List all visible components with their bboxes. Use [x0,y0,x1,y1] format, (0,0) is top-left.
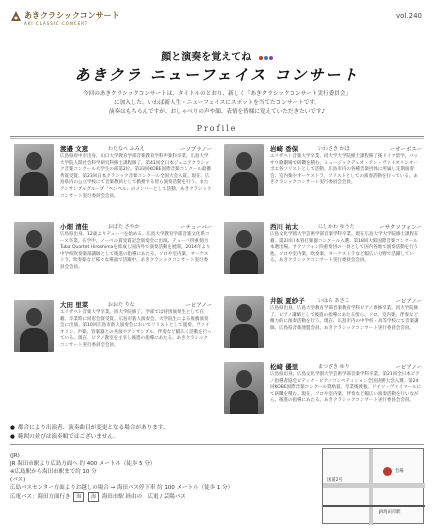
map-road [323,483,425,488]
performer-photo [14,222,54,274]
performer-name: 小畑 清佳 [60,223,89,231]
brand-logo-icon [10,10,22,22]
concert-subtitle [0,48,434,63]
concert-title: あきクラ ニューフェイス コンサート [74,66,360,84]
subtitle-text: 顔と演奏を覚えてね [161,52,252,63]
performer-card [14,300,214,364]
performer-name-row [270,296,422,306]
profile-divider-thin [10,138,424,139]
performer-card [224,362,424,422]
performer-card [14,222,214,286]
access-map [322,448,424,524]
performer-name: 岩崎 香保 [270,145,299,153]
performer-bio: 広島文化学園大学芸術学部音楽学科卒業。現在広島大学大学院修士課程在籍。第2回日本管打楽器コンクール入選、第18回大阪国際音楽コンクール本選出場。サクソフォン四重奏団の一員として国内各地で演奏活動を行う他、ソロや室内楽、吹奏楽、オーケストラなど幅広い分野で活躍している。あきクラシックコンサート実行委員会会員。 [270,232,419,264]
performer-name: 西川 祐太 [270,223,299,231]
map-road [369,449,373,525]
access-jr-note: ※広島駅から海田市駅まで約 10 分 [10,469,97,475]
performer-kana: まつざき ゆり [318,364,350,370]
access-bus-text: 広島バスセンター方面よりお越しの場合 → 海田バス停下車 約 100 メートル（徒歩 1 分） [10,485,234,491]
intro-line: に加入した、いわば新人生・ニューフェイスにスポットを当てたコンサートです。 [114,100,320,106]
volume-number: vol.240 [396,12,422,20]
performer-name: 井阪 夏紗子 [270,297,305,305]
performer-bio: 広島県出身。12歳よりテューバを始める。広島大学教育学部音楽文化系コース卒業。在学中、ノーベル賞受賞記念演奏会に出演。テューバ四重奏団Tuba Quartet Hiroshimaを結成し国内外で演奏活動を展開。2014年より中学校吹奏楽部講師として後進の指導にあたる。ソロや室内楽、オーケストラ、吹奏楽など様々な場面で活躍中。あきクラシックコンサート実行委員会会員。 [60,232,211,270]
performer-photo [224,144,264,196]
venue-pin-icon [383,467,392,476]
intro-line: 演奏はもちろんですが、おしゃべりの声や顔、表情を皆様に覚えていただきたいです♪ [108,109,326,115]
bus-route-prefix: 広電バス：海田方面行き [10,494,71,500]
header [10,6,424,40]
note-text: 範囲の並びは演奏順ではございません。 [17,434,119,440]
performer-name: 大田 里菜 [60,301,89,309]
bullet-icon: ● [10,425,15,431]
performer-photo [224,296,264,348]
performer-role: ーピアノー [395,365,422,371]
performer-bio: エリザベト音楽大学卒業。同大学院修了。学部では特別演奏生として在籍。卒業時に同窓会賞受賞。広島市新人演奏会、大学院生による推薦演奏会に出演。第10回広島市新人演奏会においてソリストとして演奏。ヴァイオリン、声楽、管楽器との共演やアンサンブル、伴奏など幅広く活動を行っている。現在、ピアノ教室を主宰し後進の指導にあたる。あきクラシックコンサート実行委員会会員。 [60,310,212,348]
intro-line: 今回のあきクラシックコンサートは、タイトルのとおり、新しく「あきクラシックコンサート実行委員会」 [83,91,351,97]
performer-role: ーオーボエー [389,147,422,153]
performer-name-row [270,222,422,232]
performer-bio: 広島県府中市出身。山口大学教育学部音楽教育学科声楽科卒業。広島大学大学院人間社会科学研究科修士課程修了。第41回全日本ジュニアクラシック音楽コンクール大学生の部第2位。第33回KOBE国際音楽コンクール最優秀賞受賞、第23回日本クラシック音楽コンクール全国大会入賞。現在、広島県内の公立学校にて音楽教員として勤務する傍ら演奏活動を行う。またアンサンブルグループ「ペンペル」のメンバーとして活動。あきクラシックコンサート実行委員会会員。 [60,154,212,199]
performer-role: ーサクソフォンー [379,225,422,231]
brand-subtitle: AKI CLASSIC CONCERT [24,21,89,26]
performer-name: 松﨑 優里 [270,363,299,371]
performer-card [224,296,424,356]
decorative-dots-icon [258,52,273,63]
performer-photo [14,300,54,352]
performer-role: ーソプラノー [180,147,212,153]
performer-name-row [270,362,422,372]
bus-route-badge: 海 [73,492,84,502]
performer-kana: おおた りな [108,302,135,308]
performer-kana: おばた さやか [108,224,140,230]
performer-role: ーテューバー [180,225,212,231]
performer-kana: いわさき かほ [318,146,350,152]
performer-kana: にしかわ ゆうた [318,224,355,230]
performer-name-row [60,144,212,154]
profile-divider [10,136,424,137]
access-jr-text: JR 海田市駅より広島方面へ 約 400 メートル（徒歩 5 分） [10,461,156,467]
performer-photo [14,144,54,196]
bus-route-badge: 海 [88,492,99,502]
performer-card [14,144,214,208]
performer-photo [224,222,264,274]
performer-bio: 広島県出身。広島文化学園大学芸術学部音楽学科卒業。第21回全日本ピアノ指導者協会ピティナ・ピアノコンペティション全国決勝大会入選。第24回KOBE国際音楽コンクール奨励賞。卒業後渡独、ドイツ・ヴァイマールにて研鑽を積む。現在、ソロや室内楽、伴奏など幅広い演奏活動を行いながら、後進の指導にあたる。あきクラシックコンサート実行委員会会員。 [270,372,422,404]
note-item [10,424,424,433]
access-divider [10,444,424,445]
performer-kana: いはら あさこ [318,298,350,304]
note-text: 都合により出演者、演奏曲目が変更となる場合があります。 [17,425,169,431]
map-station-label: JR海田市駅 [379,510,401,515]
bus-route-suffix: 海田市駅 経由の 広電 / 芸陽バス [101,494,186,500]
intro-text [40,90,394,117]
performer-photo [224,362,264,414]
performer-name-row [270,144,422,154]
note-item [10,433,424,442]
performer-kana: わたなべ ふみえ [108,146,145,152]
performer-name: 渡邉 文恵 [60,145,89,153]
map-road-label: 国道2号 [327,478,343,483]
performer-role: ーピアノー [395,299,422,305]
bullet-icon: ● [10,434,15,440]
performer-bio: エリザベト音楽大学卒業、同大学大学院修士課程修了後ドイツ留学。パッサウ歌劇場で研鑽を積む。ミュージックデュオ・アン・ヴァイオリンオーボエ各ソリストとして活動。広島市内の各種音楽団体に所属し定期演奏会、室内楽やオーケストラ、ソリストとしての演奏活動を行っている。あきクラシックコンサート実行委員会会員。 [270,154,419,186]
notes [10,424,424,442]
access-bus-routes [10,492,310,502]
performer-card [224,144,424,208]
map-venue-label: 会場 [395,469,404,474]
performer-role: ーピアノー [185,303,212,309]
profile-heading: Profile [196,124,238,133]
performer-card [224,222,424,286]
access-bus-heading: (バス) [10,477,26,483]
brand-name: あきクラシックコンサート [24,11,120,20]
map-railway [323,505,425,507]
access-info [10,452,310,502]
performer-bio: 広島県出身。広島大学教育学部音楽教育学科ピアノ専修卒業。同大学院修了。ピアノ講師として後進の指導にあたる傍ら、ソロ、室内楽、伴奏など精力的に演奏活動を行う。現在、広島市内の中学校・高等学校にて音楽講師。広島県音楽連盟会員。あきクラシックコンサート実行委員会会員。 [270,306,419,331]
performer-name-row [60,222,212,232]
performer-name-row [60,300,212,310]
access-jr-heading: (JR) [10,453,20,459]
